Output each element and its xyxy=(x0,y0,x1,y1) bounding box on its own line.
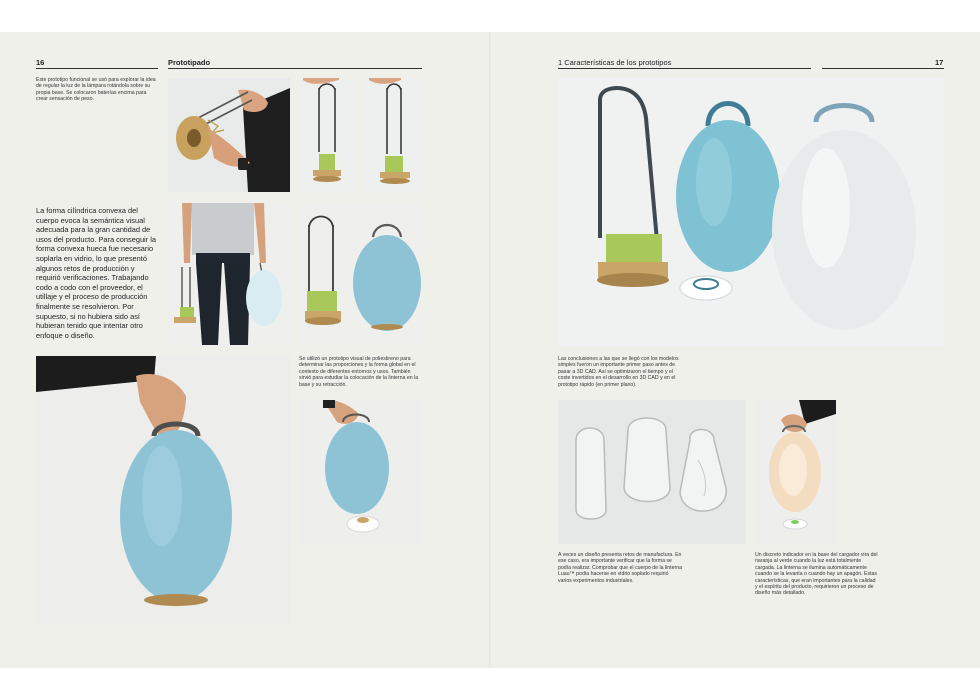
book-gutter xyxy=(489,32,491,668)
photo-large-blue-lamp-held xyxy=(36,356,290,624)
left-body-text: La forma cilíndrica convexa del cuerpo evoca la semántica visual adecuada para la gran cantidad de usos del producto. Para conseguir la forma convexa hueca fue necesario soplarla en vidrio, lo que presentó algunos retos de producción y requirió verificaciones. Trabajando codo a codo con el proveedor, el utillaje y el proceso de producción finalmente se resolvieron. Por supuesto, si no hubiera sido así hubieran tenido que intentar otro enfoque o diseño. xyxy=(36,206,156,340)
left-header-rule-short xyxy=(36,68,158,69)
right-caption-top: Las conclusiones a las que se llegó con los modelos simples fueron un importante primer paso antes de pasar a 3D CAD. Así se optimizaron el tiempo y el coste invertidos en el desarrollo en 3D CAD y en el prototipo rápido (en primer plano). xyxy=(558,356,679,388)
left-page-number: 16 xyxy=(36,58,45,67)
left-header-rule-long xyxy=(168,68,422,69)
photo-glowing-lamp xyxy=(755,400,836,544)
photo-battery-prototype-1 xyxy=(299,78,355,192)
left-caption-mid: Se utilizó un prototipo visual de poliestireno para determinar las proporciones y la forma global en el contexto de diferentes entornos y usos. También sirvió para estudiar la colocación de la linterna en la base y su retracción. xyxy=(299,356,419,388)
right-header-rule-short xyxy=(822,68,944,69)
photo-three-prototypes xyxy=(558,78,944,346)
photo-blue-lamp-on-base xyxy=(299,400,422,544)
right-page-number: 17 xyxy=(935,58,944,67)
right-header-rule-long xyxy=(558,68,811,69)
photo-person-holding-prototypes xyxy=(168,203,290,345)
photo-battery-prototype-2 xyxy=(365,78,422,192)
left-caption-top: Este prototipo funcional se usó para explorar la idea de regular la luz de la lámpara rotándola sobre su propia base. Se colocaron baterías encima para crear sensación de peso. xyxy=(36,77,156,103)
right-caption-left: A veces un diseño presenta retos de manufactura. En ese caso, era importante verificar que la forma se podía realizar. Comprobar que el cuerpo de la linterna Luau™ podía hacerse en vidrio soplado requirió varios experimentos industriales. xyxy=(558,552,682,584)
photo-glass-experiments xyxy=(558,400,746,544)
right-section-title: 1 Características de los prototipos xyxy=(558,58,672,67)
photo-prototype-and-blue-lamp xyxy=(299,203,422,345)
right-caption-right: Un discreto indicador en la base del cargador vira del naranja al verde cuando la luz está totalmente cargada. La linterna se ilumina automáticamente cuando se la levanta o cuando hay un apagón. Estas características, que eran importantes para la calidad y el espíritu del producto, requirieron un proceso de diseño más detallado. xyxy=(755,552,878,597)
photo-hand-rotating-base xyxy=(168,78,290,192)
left-section-title: Prototipado xyxy=(168,58,211,67)
